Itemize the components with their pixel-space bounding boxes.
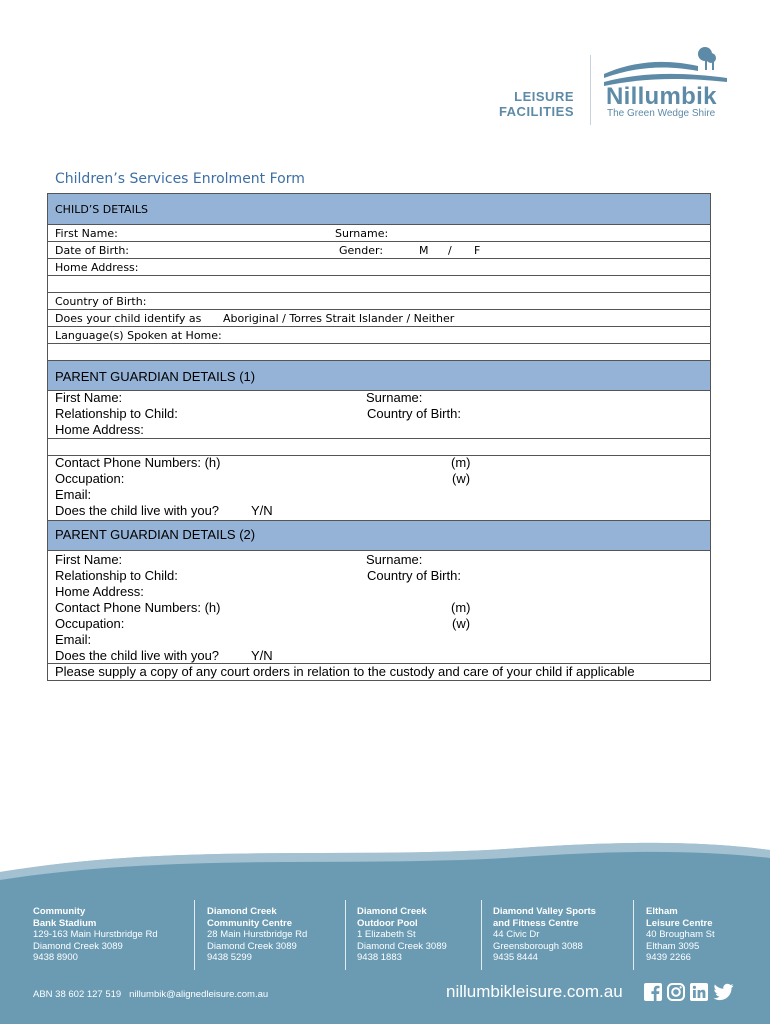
venue-address: 44 Civic Dr	[493, 929, 540, 941]
child-address-continued-row[interactable]	[48, 276, 710, 293]
venue-diamond-valley-sports	[493, 906, 596, 964]
venue-suburb: Diamond Creek 3089	[207, 940, 297, 952]
form-title: Children’s Services Enrolment Form	[55, 171, 305, 187]
venue-phone: 9435 8444	[493, 952, 538, 964]
parent2-occupation-label: Occupation:	[55, 616, 125, 631]
child-address-label: Home Address:	[55, 261, 139, 274]
venue-suburb: Diamond Creek 3089	[33, 940, 123, 952]
venue-suburb: Diamond Creek 3089	[357, 940, 447, 952]
parent2-surname-label: Surname:	[366, 552, 423, 567]
child-details-heading: CHILD’S DETAILS	[55, 203, 148, 216]
parent2-first-name-label: First Name:	[55, 552, 123, 567]
parent2-header	[48, 521, 710, 551]
parent2-relationship-label: Relationship to Child:	[55, 568, 178, 583]
child-identify-options[interactable]: Aboriginal / Torres Strait Islander / Neither	[223, 312, 455, 325]
venue-divider	[633, 900, 634, 970]
venue-name-line2: Leisure Centre	[646, 917, 713, 929]
logo-divider	[590, 55, 591, 125]
child-language-row[interactable]	[48, 327, 710, 344]
abn-number: ABN 38 602 127 519	[33, 989, 122, 1000]
parent2-phone-w-label: (w)	[452, 616, 471, 631]
parent1-country-label: Country of Birth:	[367, 406, 461, 421]
parent2-phone-m-label: (m)	[451, 600, 471, 615]
council-tagline: The Green Wedge Shire	[607, 108, 716, 119]
venue-name-line1: Diamond Valley Sports	[493, 906, 596, 917]
venue-phone: 9438 8900	[33, 952, 78, 964]
linkedin-icon[interactable]	[690, 983, 708, 1001]
gender-option-f[interactable]: F	[474, 244, 481, 257]
venue-phone: 9438 5299	[207, 952, 252, 964]
parent1-header	[48, 361, 710, 391]
parent1-heading: PARENT GUARDIAN DETAILS (1)	[55, 369, 256, 384]
venue-name-line1: Diamond Creek	[207, 906, 277, 917]
parent1-live-with-label: Does the child live with you?	[55, 503, 220, 518]
twitter-icon[interactable]	[713, 983, 734, 1001]
venue-divider	[481, 900, 482, 970]
enrolment-form-table	[47, 193, 711, 681]
venue-name-line2: Outdoor Pool	[357, 917, 418, 929]
child-identify-row[interactable]	[48, 310, 710, 327]
venue-phone: 9438 1883	[357, 952, 402, 964]
facebook-icon[interactable]	[644, 983, 662, 1001]
parent2-fields	[48, 551, 710, 664]
gender-separator: /	[448, 244, 452, 257]
venue-community-bank-stadium	[33, 906, 158, 964]
parent1-phone-w-label: (w)	[452, 471, 471, 486]
venue-name-line1: Community	[33, 906, 86, 917]
parent2-email-label: Email:	[55, 632, 92, 647]
parent1-phone-m-label: (m)	[451, 455, 471, 470]
venue-address: 40 Brougham St	[646, 929, 715, 941]
child-identify-label: Does your child identify as	[55, 312, 202, 325]
child-details-header	[48, 194, 710, 225]
gender-option-m[interactable]: M	[419, 244, 429, 257]
child-language-label: Language(s) Spoken at Home:	[55, 329, 222, 342]
parent1-relationship-label: Relationship to Child:	[55, 406, 178, 421]
venue-diamond-creek-community-centre	[207, 906, 307, 964]
child-first-name-label: First Name:	[55, 227, 118, 240]
leisure-logo-line2: FACILITIES	[498, 104, 574, 119]
venue-address: 129-163 Main Hurstbridge Rd	[33, 929, 158, 941]
website-link[interactable]: nillumbikleisure.com.au	[446, 982, 623, 1001]
instagram-icon[interactable]	[667, 983, 685, 1001]
venue-name-line2: and Fitness Centre	[493, 917, 579, 929]
parent1-live-with-yn[interactable]: Y/N	[251, 503, 273, 518]
parent2-live-with-label: Does the child live with you?	[55, 648, 220, 663]
venue-diamond-creek-outdoor-pool	[357, 906, 447, 964]
venue-name-line2: Community Centre	[207, 917, 292, 929]
court-note-row	[48, 664, 710, 680]
council-name: Nillumbik	[606, 83, 717, 110]
parent1-contact-fields	[48, 456, 710, 521]
venue-phone: 9439 2266	[646, 952, 691, 964]
parent1-first-name-label: First Name:	[55, 390, 123, 405]
parent2-phone-label: Contact Phone Numbers: (h)	[55, 600, 221, 615]
court-orders-note: Please supply a copy of any court orders in relation to the custody and care of your child if applicable	[55, 664, 635, 679]
venue-eltham-leisure-centre	[646, 906, 715, 964]
child-dob-row[interactable]	[48, 242, 710, 259]
child-spacer-row	[48, 344, 710, 361]
parent2-country-label: Country of Birth:	[367, 568, 461, 583]
child-surname-label: Surname:	[335, 227, 389, 240]
parent1-phone-label: Contact Phone Numbers: (h)	[55, 455, 221, 470]
venue-name-line1: Eltham	[646, 906, 678, 917]
venue-address: 1 Elizabeth St	[357, 929, 416, 941]
parent1-email-label: Email:	[55, 487, 92, 502]
child-address-row[interactable]	[48, 259, 710, 276]
parent1-fields	[48, 391, 710, 456]
venue-name-line2: Bank Stadium	[33, 917, 97, 929]
footer-contact-line	[33, 989, 268, 1000]
venue-name-line1: Diamond Creek	[357, 906, 427, 917]
venue-address: 28 Main Hurstbridge Rd	[207, 929, 308, 941]
child-dob-label: Date of Birth:	[55, 244, 130, 257]
venue-divider	[194, 900, 195, 970]
parent2-heading: PARENT GUARDIAN DETAILS (2)	[55, 527, 256, 542]
parent2-live-with-yn[interactable]: Y/N	[251, 648, 273, 663]
child-name-row[interactable]	[48, 225, 710, 242]
venue-suburb: Greensborough 3088	[493, 940, 583, 952]
venue-divider	[345, 900, 346, 970]
parent1-address-divider	[48, 438, 710, 439]
leisure-facilities-logo	[490, 89, 574, 119]
parent2-address-label: Home Address:	[55, 584, 144, 599]
parent1-address-label: Home Address:	[55, 422, 144, 437]
parent1-surname-label: Surname:	[366, 390, 423, 405]
child-gender-label: Gender:	[339, 244, 384, 257]
contact-email-link[interactable]: nillumbik@alignedleisure.com.au	[129, 989, 269, 1000]
venue-suburb: Eltham 3095	[646, 940, 700, 952]
leisure-logo-line1: LEISURE	[514, 89, 574, 104]
child-country-row[interactable]	[48, 293, 710, 310]
child-country-label: Country of Birth:	[55, 295, 147, 308]
parent1-occupation-label: Occupation:	[55, 471, 125, 486]
